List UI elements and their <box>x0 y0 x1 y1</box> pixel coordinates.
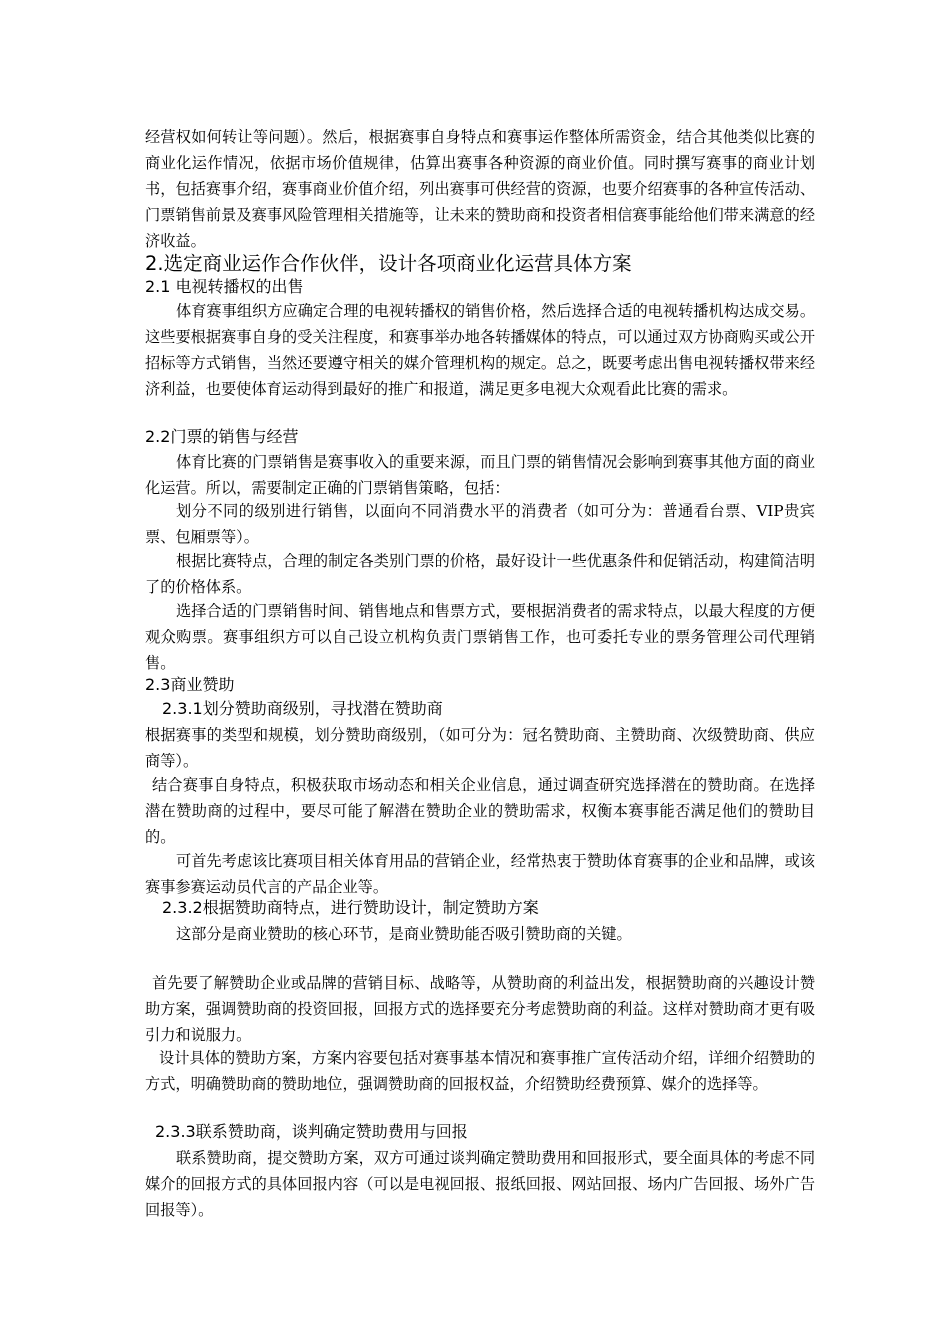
paragraph-sponsor-core: 这部分是商业赞助的核心环节，是商业赞助能否吸引赞助商的关键。 <box>176 925 632 943</box>
heading-2-3: 2.3商业赞助 <box>145 675 235 694</box>
paragraph-sponsor-candidates: 可首先考虑该比赛项目相关体育用品的营销企业，经常热衷于赞助体育赛事的企业和品牌，或该赛事参赛运动员代言的产品企业等。 <box>145 852 815 896</box>
heading-2-3-1: 2.3.1划分赞助商级别，寻找潜在赞助商 <box>162 699 443 718</box>
heading-2: 2.选定商业运作合作伙伴，设计各项商业化运营具体方案 <box>145 252 632 275</box>
paragraph-ticket-levels: 划分不同的级别进行销售，以面向不同消费水平的消费者（如可分为：普通看台票、VIP贵宾票、包厢票等）。 <box>145 502 815 546</box>
heading-2-2: 2.2门票的销售与经营 <box>145 427 299 446</box>
paragraph-sponsor-interest: 首先要了解赞助企业或品牌的营销目标、战略等，从赞助商的利益出发，根据赞助商的兴趣设计赞助方案，强调赞助商的投资回报，回报方式的选择要充分考虑赞助商的利益。这样对赞助商才更有吸引力和说服力。 <box>145 974 815 1044</box>
paragraph-ticket-intro: 体育比赛的门票销售是赛事收入的重要来源，而且门票的销售情况会影响到赛事其他方面的商业化运营。所以，需要制定正确的门票销售策略，包括： <box>145 453 815 497</box>
heading-2-3-3: 2.3.3联系赞助商，谈判确定赞助费用与回报 <box>155 1122 468 1141</box>
paragraph-ticket-pricing: 根据比赛特点，合理的制定各类别门票的价格，最好设计一些优惠条件和促销活动，构建简洁明了的价格体系。 <box>145 552 815 596</box>
paragraph-sponsor-negotiation: 联系赞助商，提交赞助方案，双方可通过谈判确定赞助费用和回报形式，要全面具体的考虑不同媒介的回报方式的具体回报内容（可以是电视回报、报纸回报、网站回报、场内广告回报、场外广告回报等）。 <box>145 1149 815 1219</box>
paragraph-tv-rights: 体育赛事组织方应确定合理的电视转播权的销售价格，然后选择合适的电视转播机构达成交易。这些要根据赛事自身的受关注程度，和赛事举办地各转播媒体的特点，可以通过双方协商购买或公开招标等方式销售，当然还要遵守相关的媒介管理机构的规定。总之，既要考虑出售电视转播权带来经济利益，也要使体育运动得到最好的推广和报道，满足更多电视大众观看此比赛的需求。 <box>145 302 815 398</box>
heading-2-3-2: 2.3.2根据赞助商特点，进行赞助设计，制定赞助方案 <box>162 898 539 917</box>
paragraph-potential-sponsors: 结合赛事自身特点，积极获取市场动态和相关企业信息，通过调查研究选择潜在的赞助商。在选择潜在赞助商的过程中，要尽可能了解潜在赞助企业的赞助需求，权衡本赛事能否满足他们的赞助目的。 <box>145 776 815 846</box>
paragraph-sponsor-plan: 设计具体的赞助方案，方案内容要包括对赛事基本情况和赛事推广宣传活动介绍，详细介绍赞助的方式，明确赞助商的赞助地位，强调赞助商的回报权益，介绍赞助经费预算、媒介的选择等。 <box>145 1049 815 1093</box>
paragraph-ticket-channels: 选择合适的门票销售时间、销售地点和售票方式，要根据消费者的需求特点，以最大程度的方便观众购票。赛事组织方可以自己设立机构负责门票销售工作，也可委托专业的票务管理公司代理销售。 <box>145 602 815 672</box>
heading-2-1: 2.1 电视转播权的出售 <box>145 277 304 296</box>
paragraph-business-plan: 经营权如何转让等问题）。然后，根据赛事自身特点和赛事运作整体所需资金，结合其他类似比赛的商业化运作情况，依据市场价值规律，估算出赛事各种资源的商业价值。同时撰写赛事的商业计划书，包括赛事介绍，赛事商业价值介绍，列出赛事可供经营的资源，也要介绍赛事的各种宣传活动、门票销售前景及赛事风险管理相关措施等，让未来的赞助商和投资者相信赛事能给他们带来满意的经济收益。 <box>145 128 815 250</box>
paragraph-sponsor-levels: 根据赛事的类型和规模，划分赞助商级别，（如可分为：冠名赞助商、主赞助商、次级赞助商、供应商等）。 <box>145 726 815 770</box>
